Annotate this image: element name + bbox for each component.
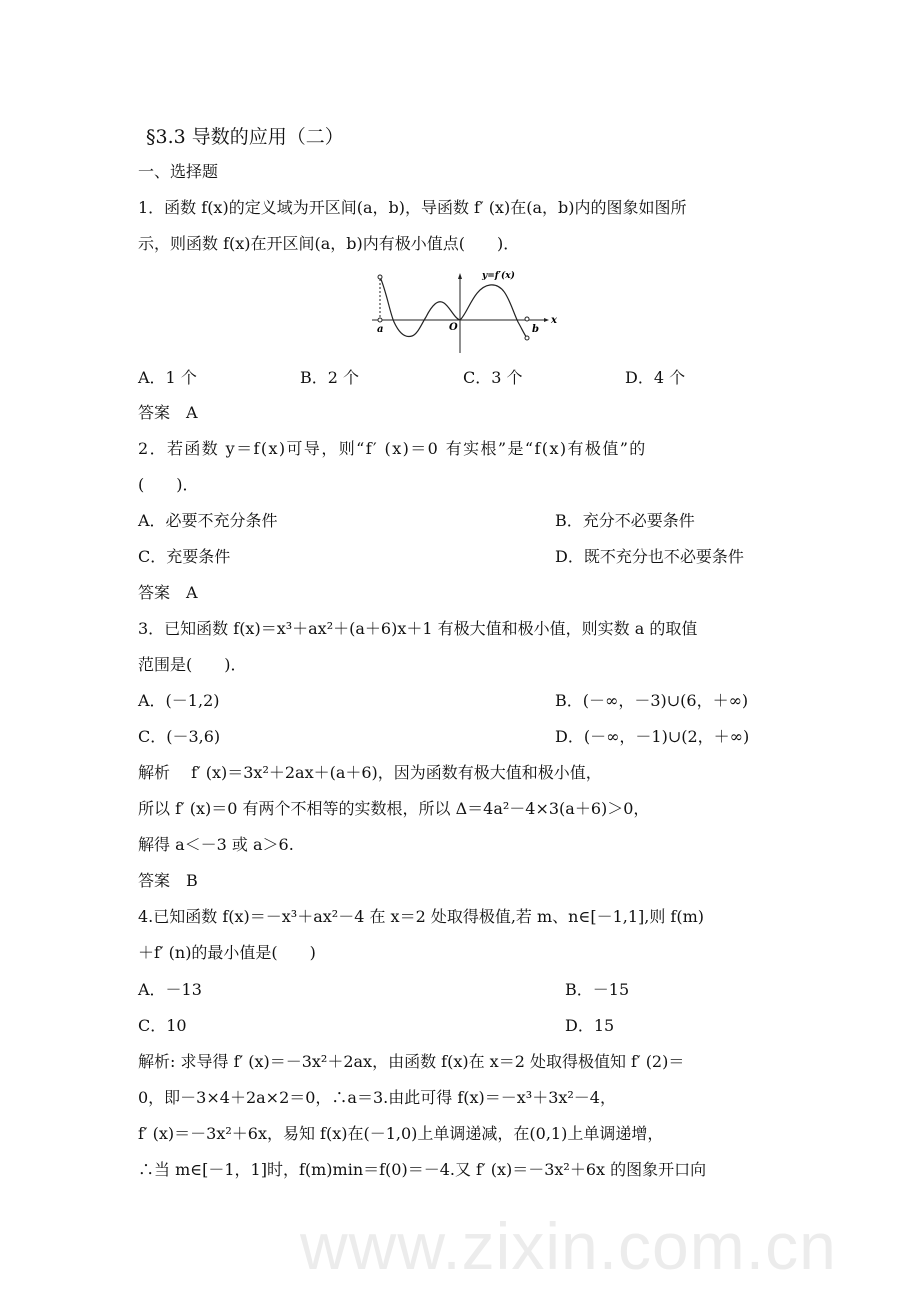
label-origin: O <box>449 322 458 333</box>
q1-text: 示，则函数 f(x)在开区间(a，b)内有极小值点( )． <box>138 234 520 253</box>
analysis: 解析 f′ (x)＝3x²＋2ax＋(a＋6)，因为函数有极大值和极小值， <box>138 763 602 782</box>
option-c: C．10 <box>138 1016 187 1035</box>
section-heading: 一、选择题 <box>138 162 219 181</box>
option-b: B．(－∞，－3)∪(6，＋∞) <box>555 691 749 710</box>
option-a: A．必要不充分条件 <box>138 511 278 530</box>
analysis: 解得 a＜－3 或 a＞6. <box>138 835 294 854</box>
option-c: C．3 个 <box>463 368 523 387</box>
analysis: ∴当 m∈[－1，1]时，f(m)min＝f(0)＝－4.又 f′ (x)＝－3x²＋6x 的图象开口向 <box>138 1160 707 1179</box>
option-d: D．既不充分也不必要条件 <box>555 547 744 566</box>
option-a: A．(－1,2) <box>138 691 220 710</box>
option-b: B．2 个 <box>300 368 360 387</box>
option-c: C．充要条件 <box>138 547 231 566</box>
open-point <box>525 317 529 321</box>
q2-text: 2．若函数 y＝f(x)可导，则“f′ (x)＝0 有实根”是“f(x)有极值”的 <box>138 439 647 458</box>
analysis: f′ (x)＝－3x²＋6x，易知 f(x)在(－1,0)上单调递减，在(0,1)上单调递增， <box>138 1124 664 1143</box>
option-b: B．充分不必要条件 <box>555 511 695 530</box>
option-c: C．(－3,6) <box>138 727 221 746</box>
option-d: D．4 个 <box>625 368 686 387</box>
open-point <box>378 275 382 279</box>
x-axis-arrow-icon <box>544 318 549 322</box>
q3-text: 3．已知函数 f(x)＝x³＋ax²＋(a＋6)x＋1 有极大值和极小值，则实数 a 的取值 <box>138 619 698 638</box>
open-point <box>525 336 529 340</box>
y-axis-arrow-icon <box>458 273 462 279</box>
option-d: D．(－∞，－1)∪(2，＋∞) <box>555 727 750 746</box>
curve-label: y=f′(x) <box>482 271 515 281</box>
label-x: x <box>551 315 557 326</box>
label-a: a <box>377 324 384 335</box>
q1-text: 1．函数 f(x)的定义域为开区间(a，b)，导函数 f′ (x)在(a，b)内的图象如图所 <box>138 198 687 217</box>
open-point <box>378 318 382 322</box>
q4-text: ＋f′ (n)的最小值是( ) <box>138 943 316 962</box>
page-title: §3.3 导数的应用（二） <box>146 126 344 148</box>
q3-text: 范围是( )． <box>138 655 247 674</box>
analysis: 0，即－3×4＋2a×2＝0，∴a＝3.由此可得 f(x)＝－x³＋3x²－4， <box>138 1088 616 1107</box>
label-b: b <box>532 324 539 335</box>
option-a: A．1 个 <box>138 368 197 387</box>
derivative-graph <box>360 265 560 360</box>
q2-text: ( )． <box>138 475 199 494</box>
answer: 答案 A <box>138 583 198 602</box>
answer: 答案 B <box>138 871 198 890</box>
analysis: 所以 f′ (x)＝0 有两个不相等的实数根，所以 Δ＝4a²－4×3(a＋6)＞0， <box>138 799 650 818</box>
answer: 答案 A <box>138 403 198 422</box>
q4-text: 4.已知函数 f(x)＝－x³＋ax²－4 在 x＝2 处取得极值,若 m、n∈[－1,1],则 f(m) <box>138 907 705 926</box>
watermark: www.zixin.com.cn <box>300 1209 837 1283</box>
analysis: 解析: 求导得 f′ (x)＝－3x²＋2ax，由函数 f(x)在 x＝2 处取得极值知 f′ (2)＝ <box>138 1052 685 1071</box>
option-b: B．－15 <box>565 980 630 999</box>
option-a: A．－13 <box>138 980 202 999</box>
option-d: D．15 <box>565 1016 615 1035</box>
